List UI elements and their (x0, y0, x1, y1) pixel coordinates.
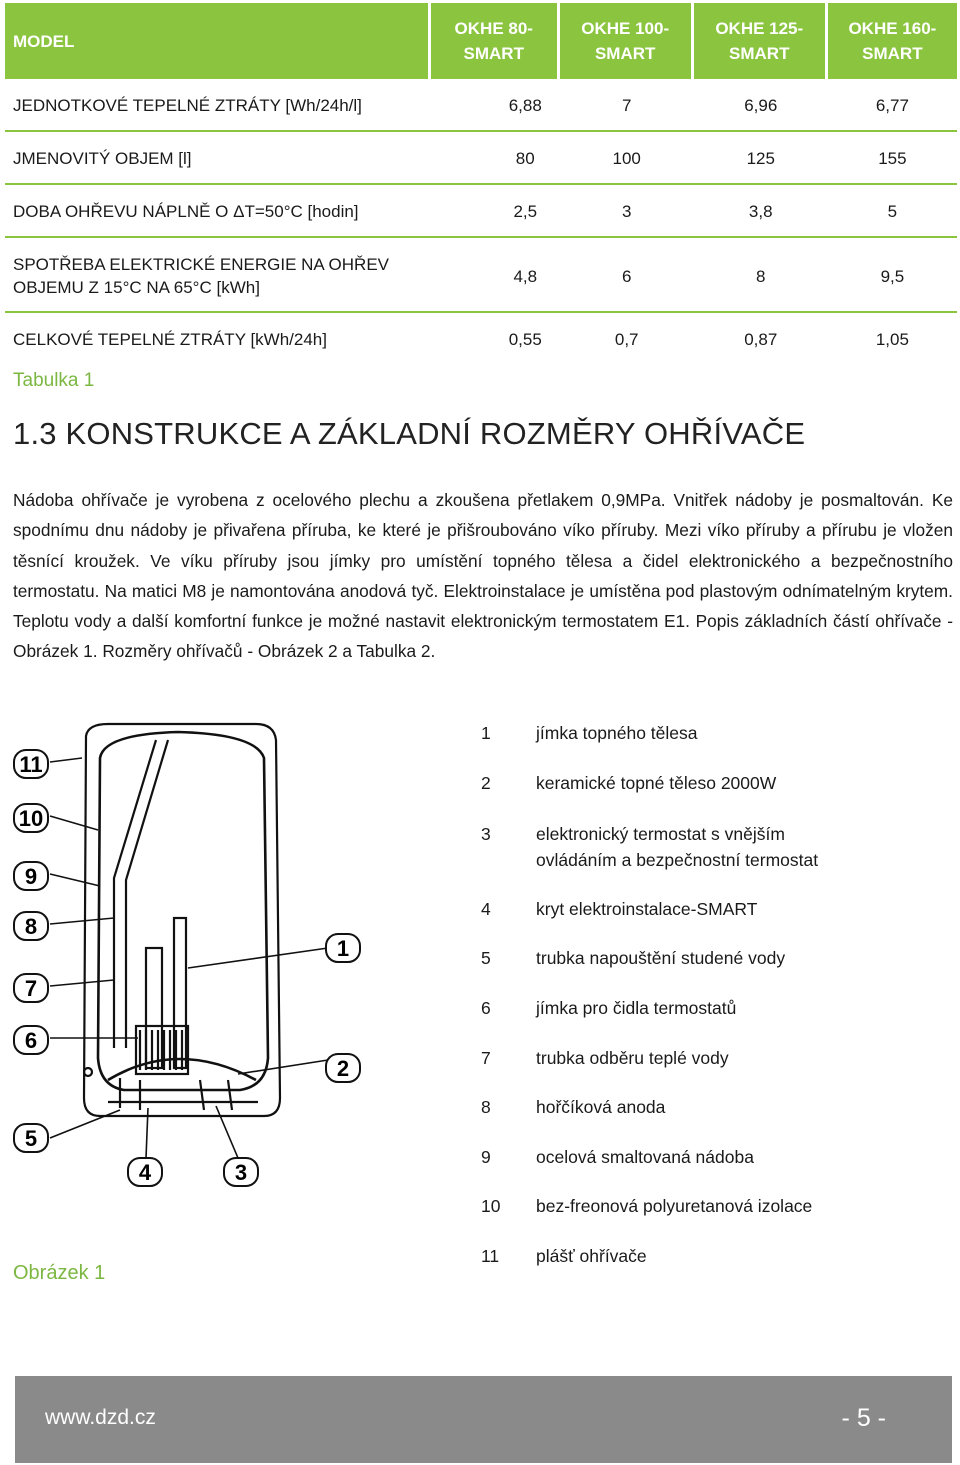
header-okhe-125 (694, 3, 828, 79)
callout-9 (14, 862, 48, 890)
row-label: JMENOVITÝ OBJEM [l] (5, 132, 431, 185)
callout-label: 5 (24, 1126, 38, 1151)
callout-2 (326, 1054, 360, 1082)
cell-value: 6,88 (431, 79, 560, 132)
part-number: 4 (481, 899, 491, 919)
header-okhe-100 (560, 3, 694, 79)
part-text: trubka odběru teplé vody (536, 1048, 729, 1068)
cell-value: 2,5 (431, 185, 560, 238)
header-okhe-160 (828, 3, 957, 79)
part-number: 8 (481, 1097, 491, 1117)
leader-line-11 (50, 758, 82, 762)
body-paragraph: Nádoba ohřívače je vyrobena z ocelového plechu a zkoušena přetlakem 0,9MPa. Vnitřek nádoby je posmaltován. Ke spodnímu dnu nádoby je přivařena příruba, ke které je přišroubováno víko příruby. Mezi víko příruby a přírubu je vložen těsnící kroužek. Ve víku příruby jsou jímky pro umístění topného tělesa a čidel elektronického a bezpečnostního termostatu. Na matici M8 je namontována anodová tyč. Elektroinstalace je umístěna pod plastovým odnímatelným krytem. Teplotu vody a další komfortní funkce je možné nastavit elektronickým termostatem E1. Popis základních částí ohřívače - Obrázek 1. Rozměry ohřívačů - Obrázek 2 a Tabulka 2. (13, 490, 953, 662)
cell-value: 80 (431, 132, 560, 185)
cell-value: 0,7 (560, 313, 694, 364)
page-number: - 5 - (841, 1404, 886, 1432)
part-number: 5 (481, 948, 491, 968)
part-number: 2 (481, 773, 491, 793)
part-text: jímka topného tělesa (536, 723, 698, 743)
header-okhe-80-label: OKHE 80-SMART (454, 19, 533, 63)
cell-value: 1,05 (828, 313, 957, 364)
cell-value: 9,5 (828, 238, 957, 313)
part-number: 9 (481, 1147, 491, 1167)
table-row (5, 185, 957, 238)
row-label (5, 238, 431, 313)
cell-value: 8 (694, 238, 828, 313)
leader-line-1 (188, 948, 328, 968)
row-label: CELKOVÉ TEPELNÉ ZTRÁTY [kWh/24h] (5, 313, 431, 364)
callout-label: 3 (234, 1160, 248, 1185)
bottom-connections (120, 1078, 232, 1110)
part-text: ocelová smaltovaná nádoba (536, 1147, 754, 1167)
table-row (5, 132, 957, 185)
part-text: bez-freonová polyuretanová izolace (536, 1196, 813, 1216)
callout-label: 4 (138, 1160, 152, 1185)
part-text: hořčíková anoda (536, 1097, 666, 1117)
row-label-text: SPOTŘEBA ELEKTRICKÉ ENERGIE NA OHŘEV OBJEMU Z 15°C NA 65°C [kWh] (13, 255, 389, 297)
spec-table (5, 3, 957, 364)
table-row (5, 79, 957, 132)
part-number: 1 (481, 723, 491, 743)
table-caption: Tabulka 1 (13, 370, 95, 391)
header-model: MODEL (5, 3, 431, 79)
cell-value: 6,77 (828, 79, 957, 132)
part-text: jímka pro čidla termostatů (536, 998, 737, 1018)
part-text: plášť ohřívače (536, 1246, 647, 1266)
part-number: 6 (481, 998, 491, 1018)
callout-8 (14, 912, 48, 940)
cell-value: 0,87 (694, 313, 828, 364)
table-row (5, 238, 957, 313)
callout-4 (128, 1158, 162, 1186)
part-text: kryt elektroinstalace-SMART (536, 899, 758, 919)
callout-label: 10 (18, 806, 44, 831)
leader-line-7 (50, 980, 114, 986)
leader-line-8 (50, 918, 114, 924)
leader-line-2 (238, 1060, 328, 1074)
cell-value: 0,55 (431, 313, 560, 364)
callout-1 (326, 934, 360, 962)
header-okhe-160-label: OKHE 160-SMART (848, 19, 937, 63)
callout-label: 2 (336, 1056, 350, 1081)
callout-3 (224, 1158, 258, 1186)
leader-line-9 (50, 874, 100, 886)
page-footer (15, 1376, 952, 1463)
table-row (5, 313, 957, 364)
callout-label: 9 (24, 864, 38, 889)
callout-10 (14, 804, 48, 832)
callout-label: 6 (24, 1028, 38, 1053)
callout-5 (14, 1124, 48, 1152)
section-heading: 1.3 KONSTRUKCE A ZÁKLADNÍ ROZMĚRY OHŘÍVAČE (13, 416, 806, 451)
header-okhe-80 (431, 3, 560, 79)
hot-water-pipe (114, 740, 156, 1048)
callout-6 (14, 1026, 48, 1054)
table-header-row (5, 3, 957, 79)
header-okhe-125-label: OKHE 125-SMART (715, 19, 804, 63)
cell-value: 3,8 (694, 185, 828, 238)
cell-value: 4,8 (431, 238, 560, 313)
callout-label: 7 (24, 976, 38, 1001)
callout-label: 11 (19, 752, 43, 777)
part-number: 7 (481, 1048, 491, 1068)
cell-value: 155 (828, 132, 957, 185)
part-text: trubka napouštění studené vody (536, 948, 786, 968)
cell-value: 100 (560, 132, 694, 185)
figure-caption: Obrázek 1 (13, 1262, 106, 1284)
part-text: elektronický termostat s vnějším ovládáním a bezpečnostní termostat (536, 824, 819, 870)
leader-line-3 (216, 1106, 238, 1158)
heating-element-well (146, 948, 162, 1068)
callout-label: 8 (24, 914, 38, 939)
cell-value: 5 (828, 185, 957, 238)
cell-value: 7 (560, 79, 694, 132)
header-okhe-100-label: OKHE 100-SMART (581, 19, 670, 63)
part-number: 3 (481, 824, 491, 844)
cell-value: 6 (560, 238, 694, 313)
part-number: 11 (481, 1246, 500, 1266)
cell-value: 3 (560, 185, 694, 238)
leader-line-10 (50, 816, 98, 830)
leader-line-5 (50, 1110, 120, 1138)
footer-url[interactable]: www.dzd.cz (45, 1406, 156, 1429)
cell-value: 6,96 (694, 79, 828, 132)
row-label: DOBA OHŘEVU NÁPLNĚ O ΔT=50°C [hodin] (5, 185, 431, 238)
part-text: keramické topné těleso 2000W (536, 773, 777, 793)
cell-value: 125 (694, 132, 828, 185)
part-number: 10 (481, 1196, 501, 1216)
row-label: JEDNOTKOVÉ TEPELNÉ ZTRÁTY [Wh/24h/l] (5, 79, 431, 132)
callout-7 (14, 974, 48, 1002)
callout-11 (14, 750, 48, 778)
heater-diagram (8, 718, 368, 1198)
callout-label: 1 (336, 936, 350, 961)
